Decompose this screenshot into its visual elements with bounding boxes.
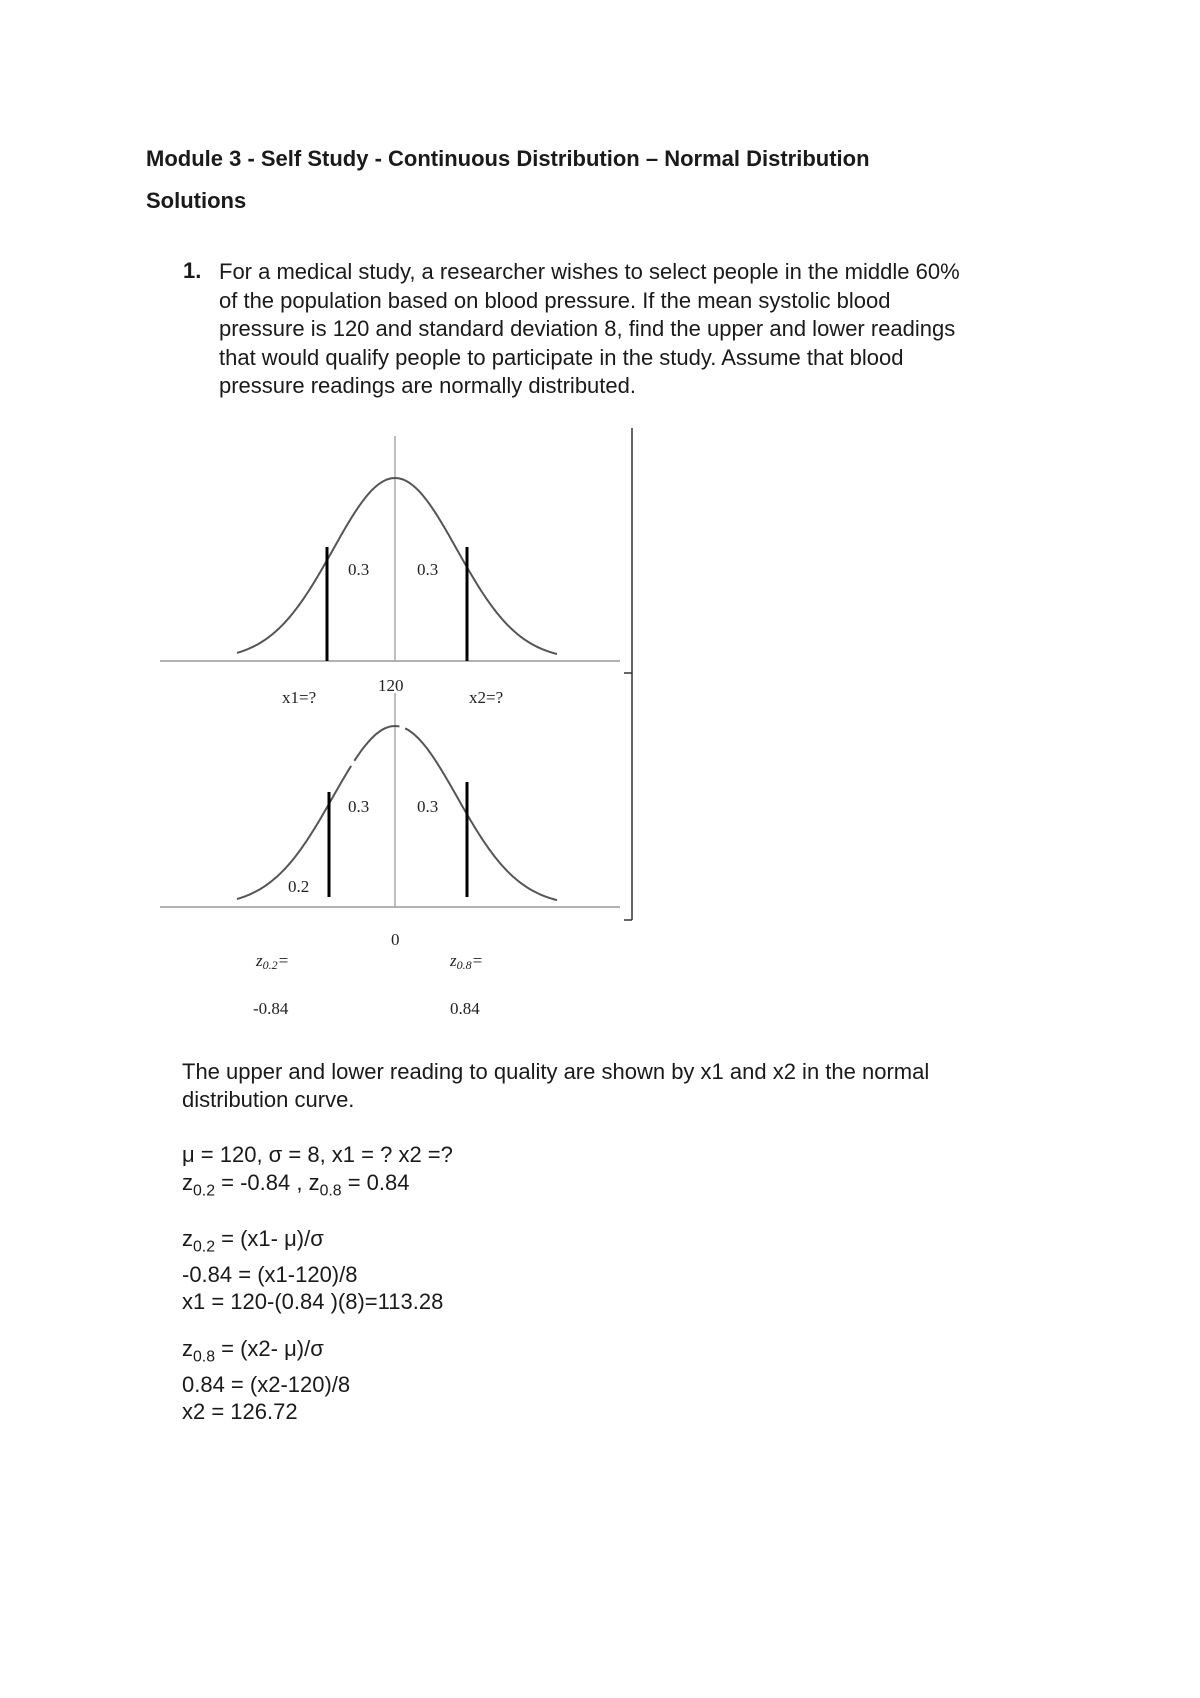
- step-x2-substitution: 0.84 = (x2-120)/8: [182, 1371, 351, 1397]
- top-left-area-label: 0.3: [348, 560, 370, 579]
- z-symbol: z: [182, 1336, 193, 1361]
- top-mean-label: 120: [378, 676, 404, 695]
- z-left-value: -0.84: [253, 999, 289, 1018]
- question-line: of the population based on blood pressure. If the mean systolic blood: [219, 287, 891, 313]
- top-normal-curve: [237, 478, 557, 654]
- top-x2-label: x2=?: [469, 688, 504, 707]
- solution-step-x1: [182, 1225, 443, 1316]
- page-title: Module 3 - Self Study - Continuous Distribution – Normal Distribution: [146, 146, 870, 171]
- formula-text: = (x2- μ)/σ: [215, 1336, 324, 1361]
- step-x1-result: x1 = 120-(0.84 )(8)=113.28: [182, 1289, 444, 1315]
- bottom-normal-curve: [237, 726, 557, 900]
- z-subscript: 0.2: [193, 1181, 216, 1199]
- z-subscript: 0.8: [319, 1181, 342, 1199]
- z-given-values: [182, 1169, 453, 1205]
- question-line: that would qualify people to participate in the study. Assume that blood: [219, 344, 904, 370]
- given-values: μ = 120, σ = 8, x1 = ? x2 =?: [182, 1142, 453, 1167]
- question-line: pressure readings are normally distributed.: [219, 373, 636, 398]
- z-subscript: 0.2: [193, 1238, 216, 1256]
- top-x1-label: x1=?: [282, 688, 317, 707]
- z-symbol: z: [182, 1226, 193, 1251]
- z-value: = 0.84: [341, 1169, 410, 1195]
- bottom-center-label: 0: [391, 930, 400, 949]
- z-symbol: z: [182, 1169, 193, 1195]
- question-line: For a medical study, a researcher wishes to select people in the middle 60%: [219, 259, 960, 284]
- page-subtitle: Solutions: [146, 188, 247, 213]
- z-right-value: 0.84: [450, 999, 480, 1018]
- step-x2-result: x2 = 126.72: [182, 1399, 298, 1425]
- bottom-left-area-label: 0.3: [348, 797, 370, 816]
- solution-step-x2: [182, 1335, 350, 1426]
- solution-given: [182, 1141, 453, 1204]
- solution-intro-line: distribution curve.: [182, 1086, 355, 1112]
- bottom-right-area-label: 0.3: [417, 797, 439, 816]
- step-x1-formula: [182, 1225, 443, 1261]
- top-right-area-label: 0.3: [417, 560, 439, 579]
- z-symbol: z: [308, 1169, 320, 1195]
- step-x1-substitution: -0.84 = (x1-120)/8: [182, 1261, 358, 1287]
- z-right-label: z0.8=: [450, 951, 484, 972]
- question-line: pressure is 120 and standard deviation 8, find the upper and lower readings: [219, 316, 956, 341]
- z-left-label: z0.2=: [256, 951, 290, 972]
- question-number: 1.: [183, 258, 202, 283]
- z-value: = -0.84 ,: [215, 1169, 309, 1195]
- solution-intro-line: The upper and lower reading to quality are shown by x1 and x2 in the normal: [182, 1059, 930, 1084]
- z-subscript: 0.8: [193, 1348, 216, 1366]
- step-x2-formula: [182, 1335, 350, 1371]
- solution-intro: [182, 1058, 929, 1113]
- formula-text: = (x1- μ)/σ: [215, 1226, 324, 1251]
- bottom-tail-area-label: 0.2: [288, 877, 310, 896]
